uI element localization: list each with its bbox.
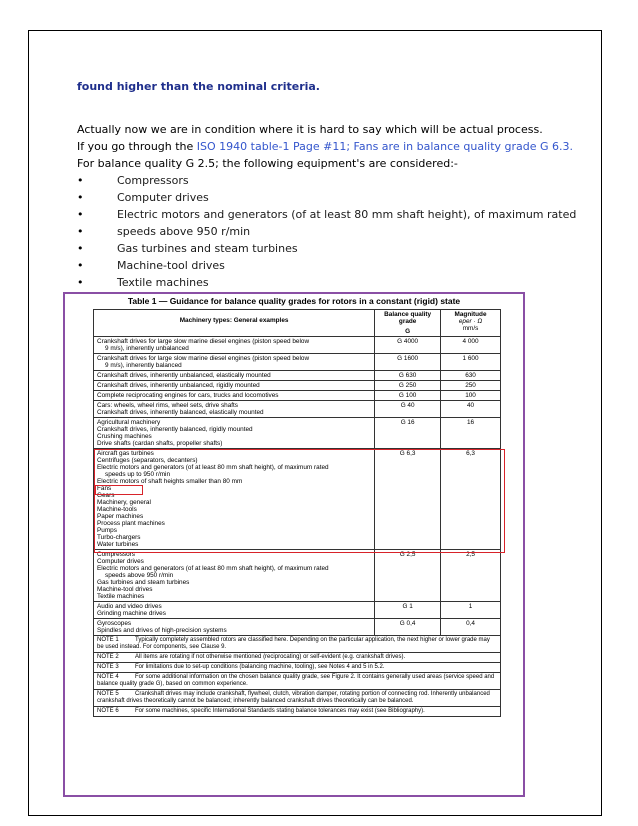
- machinery-line: Computer drives: [97, 558, 144, 565]
- note-label: NOTE 1: [97, 637, 119, 643]
- note-row: [94, 690, 501, 707]
- machinery-line: Pumps: [97, 527, 117, 534]
- machinery-types-cell: [94, 401, 375, 418]
- bullet-text: Computer drives: [117, 191, 209, 204]
- grade-cell: G 6,3: [375, 449, 441, 550]
- machinery-line: Fans: [97, 485, 112, 492]
- note-cell: [94, 673, 501, 690]
- bullet-item: [77, 208, 576, 221]
- table-row: [94, 418, 501, 449]
- bullet-icon: •: [77, 276, 84, 289]
- machinery-line: speeds up to 950 r/min: [105, 471, 171, 478]
- machinery-line: Drive shafts (cardan shafts, propeller shafts): [97, 440, 223, 447]
- machinery-types-cell: [94, 381, 375, 391]
- magnitude-cell: 4 000: [441, 337, 501, 354]
- note-cell: [94, 653, 501, 663]
- machinery-line: Water turbines: [97, 541, 139, 548]
- note-cell: [94, 707, 501, 717]
- machinery-types-cell: [94, 354, 375, 371]
- machinery-line: Crankshaft drives for large slow marine diesel engines (piston speed below: [97, 338, 310, 345]
- grade-cell: G 1600: [375, 354, 441, 371]
- table-row: [94, 337, 501, 354]
- bullet-icon: •: [77, 242, 84, 255]
- table-row: [94, 550, 501, 602]
- note-row: [94, 673, 501, 690]
- grade-cell: G 40: [375, 401, 441, 418]
- note-text: For some machines, specific International Standards stating balance tolerances may exist (see Bibliography).: [135, 708, 425, 714]
- grade-cell: G 1: [375, 602, 441, 619]
- magnitude-cell: 250: [441, 381, 501, 391]
- magnitude-cell: 1 600: [441, 354, 501, 371]
- table-row: [94, 371, 501, 381]
- iso-reference-link[interactable]: ISO 1940 table-1 Page #11; Fans are in balance quality grade G 6.3.: [196, 140, 574, 153]
- machinery-line: Crankshaft drives, inherently balanced, elastically mounted: [97, 409, 264, 416]
- magnitude-cell: 2,5: [441, 550, 501, 602]
- bullet-text: speeds above 950 r/min: [117, 225, 251, 238]
- bullet-icon: •: [77, 191, 84, 204]
- magnitude-cell: 630: [441, 371, 501, 381]
- table-title: Table 1 — Guidance for balance quality grades for rotors in a constant (rigid) state: [127, 296, 461, 306]
- magnitude-cell: 100: [441, 391, 501, 401]
- bullet-item: [77, 174, 189, 187]
- machinery-line: Crankshaft drives, inherently unbalanced, rigidly mounted: [97, 382, 260, 389]
- machinery-line: Process plant machines: [97, 520, 165, 527]
- magnitude-cell: 40: [441, 401, 501, 418]
- machinery-line: Grinding machine drives: [97, 610, 166, 617]
- bullet-text: Electric motors and generators (of at least 80 mm shaft height), of maximum rated: [117, 208, 577, 221]
- bullet-text: Textile machines: [117, 276, 209, 289]
- table-row: [94, 354, 501, 371]
- machinery-types-cell: [94, 371, 375, 381]
- machinery-line: Electric motors and generators (of at least 80 mm shaft height), of maximum rated: [97, 464, 329, 471]
- note-label: NOTE 5: [97, 691, 119, 697]
- grade-cell: G 2,5: [375, 550, 441, 602]
- machinery-types-cell: [94, 619, 375, 636]
- machinery-line: Machine-tools: [97, 506, 137, 513]
- bullet-item: [77, 242, 298, 255]
- bullet-text: Gas turbines and steam turbines: [117, 242, 298, 255]
- machinery-line: Gyroscopes: [97, 620, 132, 627]
- grade-cell: G 250: [375, 381, 441, 391]
- paragraph-3: For balance quality G 2.5; the following equipment's are considered:-: [77, 157, 458, 170]
- bullet-text: Compressors: [117, 174, 189, 187]
- machinery-types-cell: [94, 550, 375, 602]
- grade-cell: G 16: [375, 418, 441, 449]
- note-label: NOTE 6: [97, 708, 119, 714]
- machinery-line: Complete reciprocating engines for cars, trucks and locomotives: [97, 392, 279, 399]
- machinery-line: Gears: [97, 492, 115, 499]
- bullet-icon: •: [77, 259, 84, 272]
- note-row: [94, 663, 501, 673]
- paragraph-2: [77, 140, 573, 153]
- table-row: [94, 401, 501, 418]
- paragraph-2-prefix: If you go through the: [77, 140, 197, 153]
- note-cell: [94, 636, 501, 653]
- note-text: Crankshaft drives may include crankshaft, flywheel, clutch, vibration damper, rotating portion of connecting rod. Inherently unbalanced crankshaft drives theoretically cannot be balanced; inherently balanced crankshaft drives theoretically can be balanced.: [97, 691, 490, 704]
- magnitude-cell: 1: [441, 602, 501, 619]
- grade-cell: G 4000: [375, 337, 441, 354]
- note-label: NOTE 3: [97, 664, 119, 670]
- machinery-types-cell: [94, 391, 375, 401]
- machinery-line: Machine-tool drives: [97, 586, 153, 593]
- machinery-line: Spindles and drives of high-precision systems: [97, 627, 227, 634]
- machinery-types-cell: [94, 449, 375, 550]
- magnitude-cell: 16: [441, 418, 501, 449]
- header-magnitude: Magnitude eper · Ω mm/s: [441, 310, 501, 337]
- magnitude-cell: 0,4: [441, 619, 501, 636]
- note-text: Typically completely assembled rotors are classified here. Depending on the particular application, the next higher or lower grade may be used instead. For components, see Clause 9.: [97, 637, 490, 650]
- machinery-line: 9 m/s), inherently unbalanced: [105, 345, 189, 352]
- machinery-types-cell: [94, 602, 375, 619]
- machinery-line: Textile machines: [97, 593, 145, 600]
- intro-line: found higher than the nominal criteria.: [77, 80, 320, 93]
- note-row: [94, 636, 501, 653]
- header-grade: Balance quality grade G: [375, 310, 441, 337]
- note-cell: [94, 663, 501, 673]
- note-text: All items are rotating if not otherwise mentioned (reciprocating) or self-evident (e.g. crankshaft drives).: [135, 654, 406, 660]
- bullet-item: [77, 276, 209, 289]
- grade-cell: G 100: [375, 391, 441, 401]
- note-text: For some additional information on the chosen balance quality grade, see Figure 2. It contains generally used areas (service speed and balance quality grade G), based on common experience.: [97, 674, 495, 687]
- machinery-line: Gas turbines and steam turbines: [97, 579, 190, 586]
- machinery-line: 9 m/s), inherently balanced: [105, 362, 182, 369]
- machinery-line: Audio and video drives: [97, 603, 162, 610]
- machinery-line: Electric motors and generators (of at least 80 mm shaft height), of maximum rated: [97, 565, 329, 572]
- table-image: [63, 292, 525, 797]
- machinery-line: Agricultural machinery: [97, 419, 161, 426]
- machinery-line: Turbo-chargers: [97, 534, 141, 541]
- machinery-line: Compressors: [97, 551, 135, 558]
- note-row: [94, 653, 501, 663]
- machinery-line: Paper machines: [97, 513, 144, 520]
- table-row: [94, 381, 501, 391]
- grade-cell: G 630: [375, 371, 441, 381]
- bullet-item: [77, 225, 250, 238]
- table-row: [94, 619, 501, 636]
- machinery-types-cell: [94, 418, 375, 449]
- note-label: NOTE 4: [97, 674, 119, 680]
- machinery-line: Centrifuges (separators, decanters): [97, 457, 198, 464]
- machinery-line: Crushing machines: [97, 433, 152, 440]
- bullet-item: [77, 259, 225, 272]
- machinery-line: Crankshaft drives, inherently unbalanced, elastically mounted: [97, 372, 271, 379]
- machinery-line: Aircraft gas turbines: [97, 450, 154, 457]
- table-row: [94, 391, 501, 401]
- bullet-item: [77, 191, 209, 204]
- machinery-types-cell: [94, 337, 375, 354]
- grade-cell: G 0,4: [375, 619, 441, 636]
- machinery-line: speeds above 950 r/min: [105, 572, 174, 579]
- machinery-line: Electric motors of shaft heights smaller than 80 mm: [97, 478, 243, 485]
- machinery-line: Crankshaft drives, inherently balanced, rigidly mounted: [97, 426, 253, 433]
- balance-grade-table: [93, 309, 501, 717]
- bullet-icon: •: [77, 208, 84, 221]
- machinery-line: Cars: wheels, wheel rims, wheel sets, drive shafts: [97, 402, 238, 409]
- note-row: [94, 707, 501, 717]
- note-cell: [94, 690, 501, 707]
- note-label: NOTE 2: [97, 654, 119, 660]
- header-types: Machinery types: General examples: [94, 310, 375, 337]
- bullet-text: Machine-tool drives: [117, 259, 225, 272]
- table-row: [94, 449, 501, 550]
- note-text: For limitations due to set-up conditions (balancing machine, tooling), see Notes 4 and 5 in 5.2.: [135, 664, 385, 670]
- table-row: [94, 602, 501, 619]
- bullet-icon: •: [77, 225, 84, 238]
- paragraph-1: Actually now we are in condition where it is hard to say which will be actual process.: [77, 123, 543, 136]
- machinery-line: Machinery, general: [97, 499, 151, 506]
- bullet-icon: •: [77, 174, 84, 187]
- magnitude-cell: 6,3: [441, 449, 501, 550]
- machinery-line: Crankshaft drives for large slow marine diesel engines (piston speed below: [97, 355, 310, 362]
